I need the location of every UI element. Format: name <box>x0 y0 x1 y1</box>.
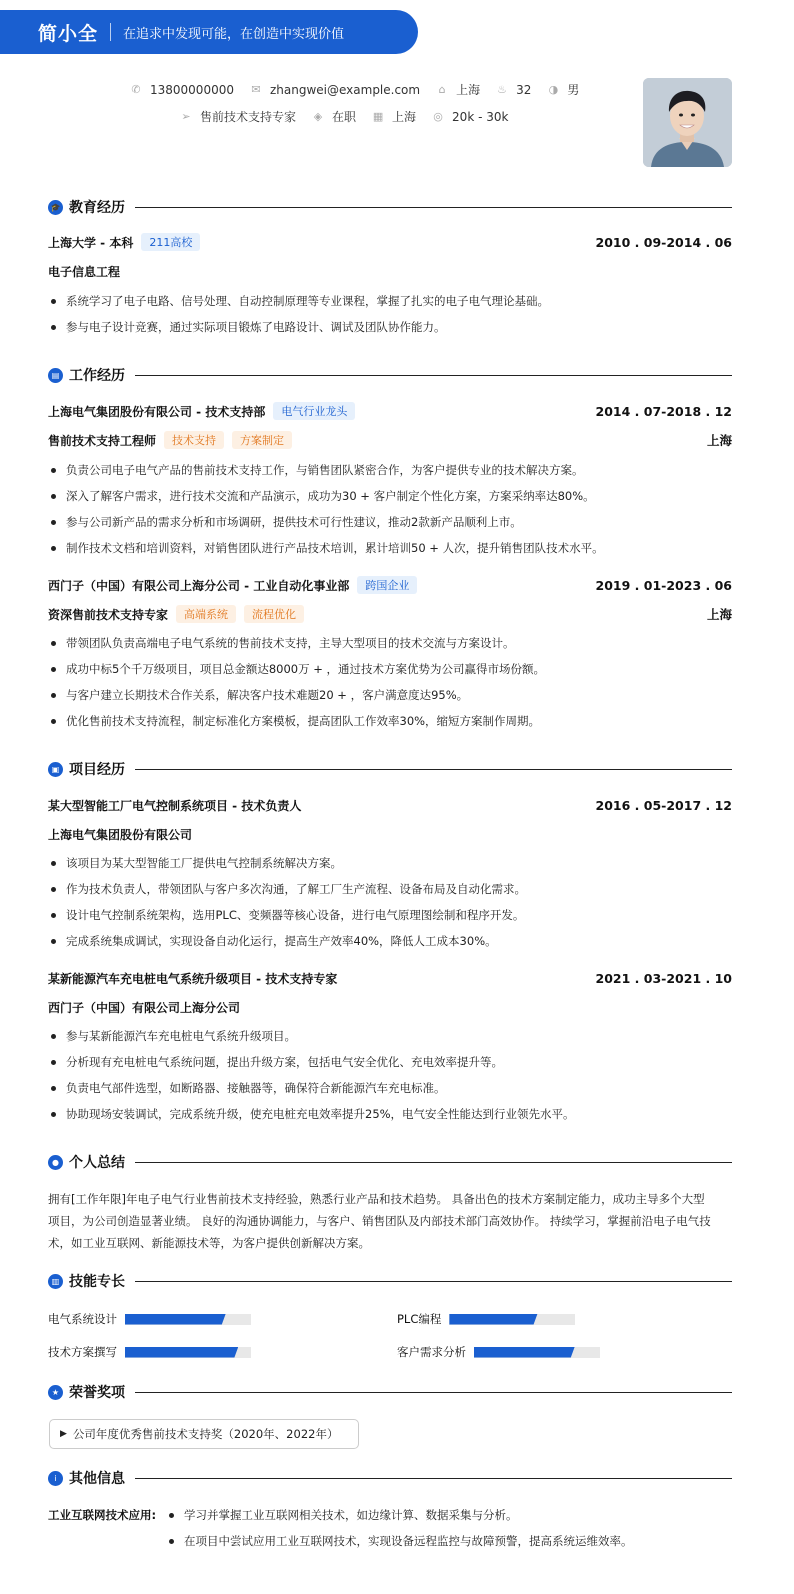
position-text: 售前技术支持专家 <box>200 110 297 124</box>
list-item: 负责公司电子电气产品的售前技术支持工作，与销售团队紧密合作，为客户提供专业的技术解决方案。 <box>48 460 738 486</box>
skill-bar-fill <box>449 1314 537 1325</box>
skill-bar-fill <box>474 1347 575 1358</box>
work-location: 上海 <box>706 607 732 622</box>
section-heading: 其他信息 <box>69 1471 125 1487</box>
project-date: 2021 . 03-2021 . 10 <box>595 970 732 986</box>
role-tag: 流程优化 <box>244 605 304 623</box>
education-date: 2010 . 09-2014 . 06 <box>595 234 732 250</box>
list-item: 协助现场安装调试，完成系统升级，使充电桩充电效率提升25%，电气安全性能达到行业领先水平。 <box>48 1104 738 1130</box>
list-item: 完成系统集成调试，实现设备自动化运行，提高生产效率40%，降低人工成本30%。 <box>48 931 738 957</box>
section-heading: 荣誉奖项 <box>69 1385 125 1401</box>
skill-bar <box>125 1314 251 1325</box>
list-item: 与客户建立长期技术合作关系，解决客户技术难题20 + ，客户满意度达95%。 <box>48 685 738 711</box>
project-2-head <box>48 968 732 988</box>
list-item: 制作技术文档和培训资料，对销售团队进行产品技术培训，累计培训50 + 人次，提升销售团队技术水平。 <box>48 538 738 564</box>
salary-text: 20k - 30k <box>452 109 509 124</box>
summary-line: 术，如工业互联网、新能源技术等，为客户提供创新解决方案。 <box>48 1236 370 1250</box>
list-item: 负责电气部件选型，如断路器、接触器等，确保符合新能源汽车充电标准。 <box>48 1078 738 1104</box>
project-date: 2016 . 05-2017 . 12 <box>595 797 732 813</box>
company-tag: 跨国企业 <box>357 576 417 594</box>
school-name: 上海大学 - 本科 <box>48 235 134 250</box>
section-education-title <box>48 198 732 216</box>
cake-icon: ♨ <box>497 83 508 96</box>
send-icon: ➢ <box>181 110 191 123</box>
job-title: 资深售前技术支持专家 <box>48 607 169 622</box>
education-entry-head <box>48 232 732 252</box>
section-work-title <box>48 366 732 384</box>
project-2-bullets <box>48 1026 738 1130</box>
education-bullets <box>48 291 738 343</box>
project-company: 西门子（中国）有限公司上海分公司 <box>48 1000 241 1015</box>
target-city-text: 上海 <box>392 110 417 124</box>
candidate-motto: 在追求中发现可能，在创造中实现价值 <box>123 26 345 42</box>
section-projects-title <box>48 760 732 778</box>
candidate-name: 简小全 <box>38 22 99 45</box>
age-text: 32 <box>516 82 532 97</box>
avatar <box>643 78 732 167</box>
project-1-head <box>48 795 732 815</box>
section-divider <box>135 1281 732 1282</box>
gender-icon: ◑ <box>548 83 559 96</box>
work-entry-1-head <box>48 401 732 421</box>
role-tag: 高端系统 <box>176 605 236 623</box>
section-honors-title <box>48 1383 732 1401</box>
list-item: 参与电子设计竞赛，通过实际项目锻炼了电路设计、调试及团队协作能力。 <box>48 317 738 343</box>
list-item: 优化售前技术支持流程，制定标准化方案模板，提高团队工作效率30%，缩短方案制作周期。 <box>48 711 738 737</box>
other-info-label: 工业互联网技术应用: <box>48 1508 157 1522</box>
section-divider <box>135 207 732 208</box>
section-divider <box>135 1392 732 1393</box>
skill-item <box>48 1344 251 1360</box>
section-heading: 教育经历 <box>69 200 125 216</box>
compass-icon: ◈ <box>313 110 323 123</box>
role-tag: 方案制定 <box>232 431 292 449</box>
section-other-title <box>48 1469 732 1487</box>
list-item: 作为技术负责人，带领团队与客户多次沟通，了解工厂生产流程、设备布局及自动化需求。 <box>48 879 738 905</box>
section-heading: 项目经历 <box>69 762 125 778</box>
company-name: 西门子（中国）有限公司上海分公司 - 工业自动化事业部 <box>48 578 350 593</box>
section-divider <box>135 375 732 376</box>
skill-name: 电气系统设计 <box>48 1312 117 1326</box>
list-item: 分析现有充电桩电气系统问题，提出升级方案，包括电气安全优化、充电效率提升等。 <box>48 1052 738 1078</box>
section-skills-title <box>48 1272 732 1290</box>
phone-icon: ✆ <box>131 83 141 96</box>
project-name: 某大型智能工厂电气控制系统项目 - 技术负责人 <box>48 798 302 813</box>
work-date: 2019 . 01-2023 . 06 <box>595 577 732 593</box>
work-entry-2-role <box>48 604 732 624</box>
summary-text <box>48 1188 738 1254</box>
section-divider <box>135 1162 732 1163</box>
section-divider <box>135 1478 732 1479</box>
project-1-bullets <box>48 853 738 957</box>
role-tag: 技术支持 <box>164 431 224 449</box>
email-text: zhangwei@example.com <box>269 82 421 97</box>
skill-item <box>48 1311 251 1327</box>
list-item: 系统学习了电子电路、信号处理、自动控制原理等专业课程，掌握了扎实的电子电气理论基础。 <box>48 291 738 317</box>
money-icon: ◎ <box>433 110 443 123</box>
skill-bar <box>125 1347 251 1358</box>
list-item: 带领团队负责高端电子电气系统的售前技术支持，主导大型项目的技术交流与方案设计。 <box>48 633 738 659</box>
header-divider <box>110 23 111 41</box>
list-item: 深入了解客户需求，进行技术交流和产品演示，成功为30 + 客户制定个性化方案，方案采纳率达80%。 <box>48 486 738 512</box>
work-date: 2014 . 07-2018 . 12 <box>595 403 732 419</box>
skill-bar <box>474 1347 600 1358</box>
skill-bar-fill <box>125 1347 238 1358</box>
list-item: 学习并掌握工业互联网相关技术，如边缘计算、数据采集与分析。 <box>166 1505 633 1531</box>
status-text: 在职 <box>332 110 357 124</box>
skill-item <box>397 1344 600 1360</box>
list-item: 设计电气控制系统架构，选用PLC、变频器等核心设备，进行电气原理图绘制和程序开发。 <box>48 905 738 931</box>
project-name: 某新能源汽车充电桩电气系统升级项目 - 技术支持专家 <box>48 971 338 986</box>
work-entry-1-role <box>48 430 732 450</box>
contact-status <box>312 108 356 125</box>
mail-icon: ✉ <box>251 83 261 96</box>
company-tag: 电气行业龙头 <box>273 402 355 420</box>
other-info-bullets <box>166 1505 633 1557</box>
company-name: 上海电气集团股份有限公司 - 技术支持部 <box>48 404 266 419</box>
project-2-company-row <box>48 997 732 1017</box>
gender-text: 男 <box>567 83 580 97</box>
section-heading: 工作经历 <box>69 368 125 384</box>
grid-icon: ▣ <box>48 762 63 777</box>
award-icon: ★ <box>48 1385 63 1400</box>
user-icon: ● <box>48 1155 63 1170</box>
list-item: 参与公司新产品的需求分析和市场调研，提供技术可行性建议，推动2款新产品顺利上市。 <box>48 512 738 538</box>
contact-row-2 <box>180 108 524 125</box>
skill-bar-fill <box>125 1314 226 1325</box>
skill-name: 技术方案撰写 <box>48 1345 117 1359</box>
list-item: 成功中标5个千万级项目，项目总金额达8000万 + ，通过技术方案优势为公司赢得市场份额。 <box>48 659 738 685</box>
work-entry-2-head <box>48 575 732 595</box>
summary-line: 项目，为公司创造显著业绩。 良好的沟通协调能力，与客户、销售团队及内部技术部门高效协作。 持续学习，掌握前沿电子电气技 <box>48 1214 711 1228</box>
bar-chart-icon: ▥ <box>48 1274 63 1289</box>
skill-name: PLC编程 <box>397 1312 442 1326</box>
work-entry-2-bullets <box>48 633 738 737</box>
section-heading: 个人总结 <box>69 1155 125 1171</box>
contact-gender <box>547 81 579 98</box>
contact-age <box>496 83 531 97</box>
briefcase-icon: ▤ <box>48 368 63 383</box>
contact-phone <box>130 83 234 97</box>
skill-name: 客户需求分析 <box>397 1345 466 1359</box>
work-location: 上海 <box>706 433 732 448</box>
triangle-right-icon: ▶ <box>60 1429 67 1439</box>
phone-text: 13800000000 <box>150 82 234 97</box>
contact-salary <box>432 110 508 124</box>
job-title: 售前技术支持工程师 <box>48 433 157 448</box>
info-icon: i <box>48 1471 63 1486</box>
work-entry-1-bullets <box>48 460 738 564</box>
section-summary-title <box>48 1153 732 1171</box>
project-1-company-row <box>48 824 732 844</box>
school-tag: 211高校 <box>141 233 200 251</box>
skill-bar <box>449 1314 575 1325</box>
section-divider <box>135 769 732 770</box>
section-heading: 技能专长 <box>69 1274 125 1290</box>
location-icon: ⌂ <box>438 83 446 96</box>
list-item: 在项目中尝试应用工业互联网技术，实现设备远程监控与故障预警，提高系统运维效率。 <box>166 1531 633 1557</box>
skill-item <box>397 1311 575 1327</box>
honor-item[interactable] <box>49 1419 359 1449</box>
contact-email <box>250 83 420 97</box>
honor-text: 公司年度优秀售前技术支持奖（2020年、2022年） <box>72 1427 339 1441</box>
avatar-portrait <box>643 78 732 167</box>
building-icon: ▦ <box>372 110 384 123</box>
city-text: 上海 <box>456 83 481 97</box>
contact-position <box>180 108 296 125</box>
graduation-cap-icon: 🎓 <box>48 200 63 215</box>
list-item: 该项目为某大型智能工厂提供电气控制系统解决方案。 <box>48 853 738 879</box>
project-company: 上海电气集团股份有限公司 <box>48 827 193 842</box>
header-banner <box>0 10 418 54</box>
contact-city <box>436 81 480 98</box>
contact-target-city <box>372 108 416 125</box>
list-item: 参与某新能源汽车充电桩电气系统升级项目。 <box>48 1026 738 1052</box>
major-name: 电子信息工程 <box>48 264 121 279</box>
summary-line: 拥有[工作年限]年电子电气行业售前技术支持经验，熟悉行业产品和技术趋势。 具备出色的技术方案制定能力，成功主导多个大型 <box>48 1192 705 1206</box>
contact-row-1 <box>130 81 595 98</box>
education-major-row <box>48 261 732 281</box>
